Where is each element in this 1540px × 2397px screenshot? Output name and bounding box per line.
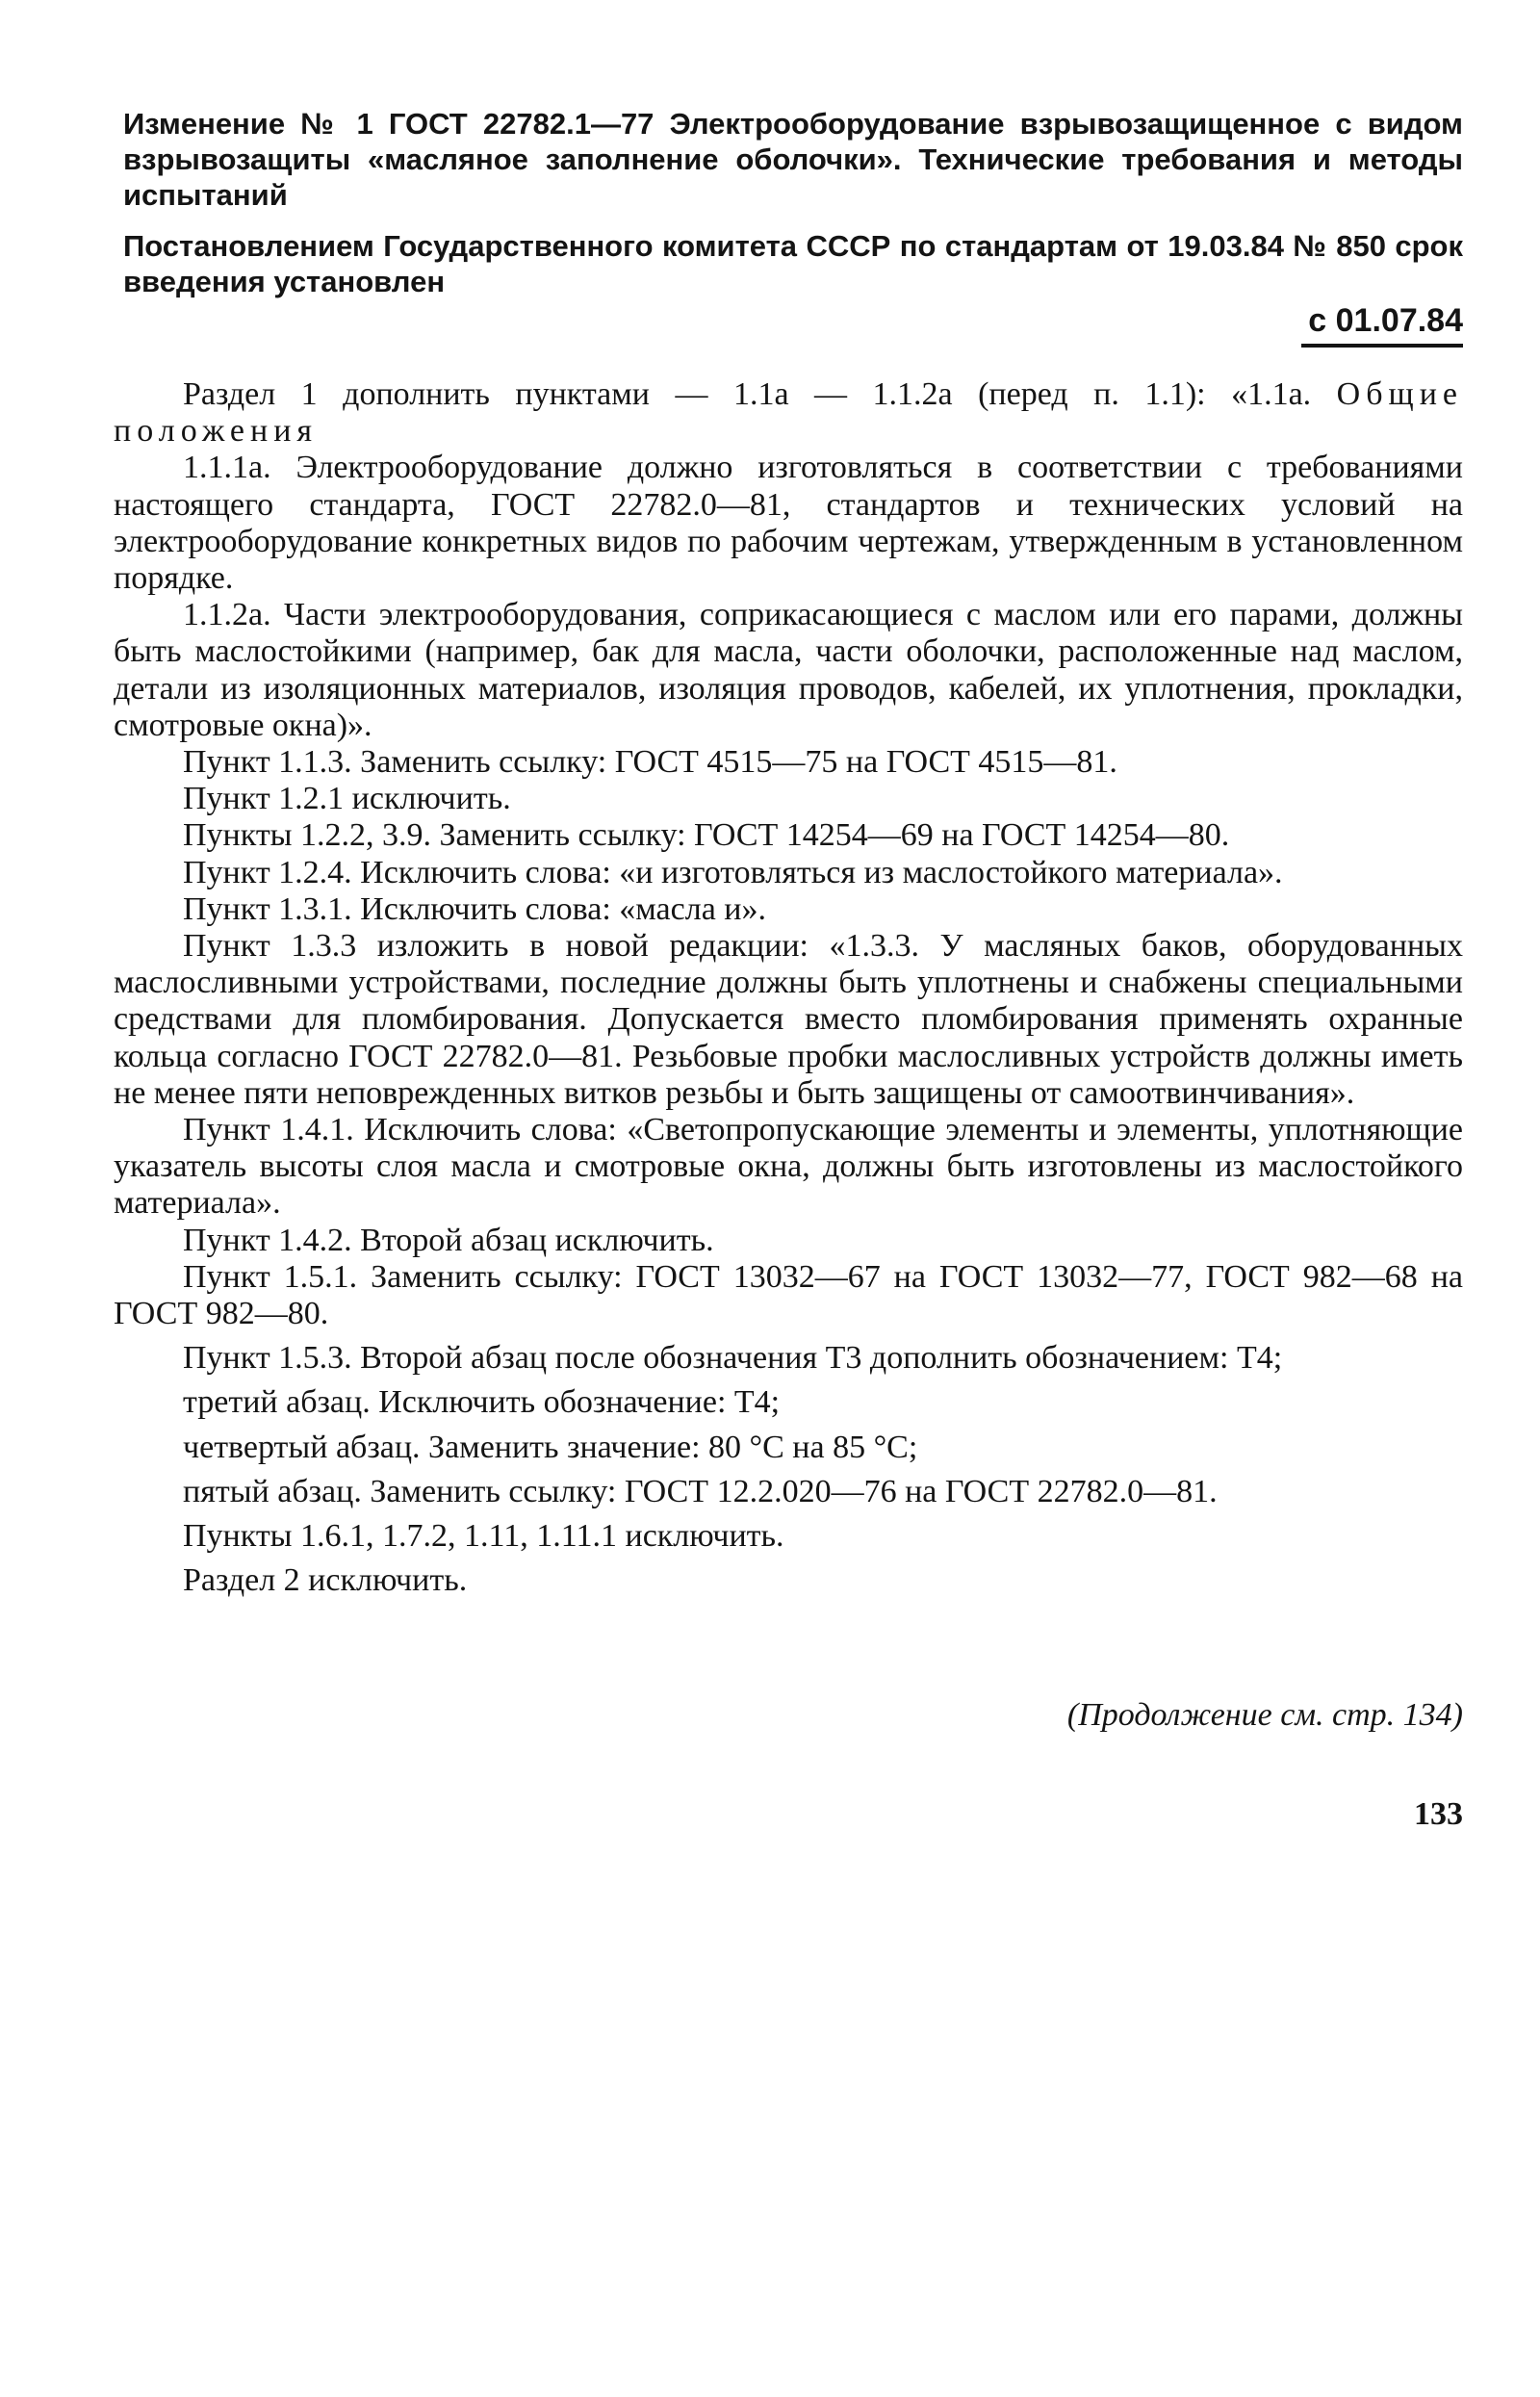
amendment-title: Изменение № 1 ГОСТ 22782.1—77 Электрооборудование взрывозащищенное с видом взрывозащиты «масляное заполнение оболочки». Технические требования и методы испытаний — [123, 107, 1463, 212]
paragraph-section-1 — [114, 376, 1463, 450]
paragraph-section-2: Раздел 2 исключить. — [183, 1562, 468, 1599]
amendment-body — [114, 376, 1463, 1600]
paragraph-1-5-3: Пункт 1.5.3. Второй абзац после обозначения Т3 дополнить обозначением: Т4; — [183, 1340, 1283, 1377]
paragraph-1-4-2: Пункт 1.4.2. Второй абзац исключить. — [183, 1222, 714, 1258]
paragraph-1-2-1: Пункт 1.2.1 исключить. — [183, 781, 511, 817]
decree-statement: Постановлением Государственного комитета СССР по стандартам от 19.03.84 № 850 срок введения установлен — [123, 229, 1463, 298]
paragraph-1-1-2a: 1.1.2а. Части электрооборудования, соприкасающиеся с маслом или его парами, должны быть маслостойкими (например, бак для масла, части оболочки, расположенные над маслом, детали из изоляционных материалов, изоляция проводов, кабелей, их уплотнения, прокладки, смотровые окна)». — [114, 597, 1463, 743]
paragraph-section-1-heading: Общие положения — [114, 376, 1463, 450]
date-underline — [1301, 344, 1463, 348]
paragraph-1-1-3: Пункт 1.1.3. Заменить ссылку: ГОСТ 4515—75 на ГОСТ 4515—81. — [183, 744, 1117, 781]
paragraph-1-3-3: Пункт 1.3.3 изложить в новой редакции: «1.3.3. У масляных баков, оборудованных маслосливными устройствами, последние должны быть уплотнены и снабжены специальными средствами для пломбирования. Допускается вместо пломбирования применять охранные кольца согласно ГОСТ 22782.0—81. Резьбовые пробки маслосливных устройств должны иметь не менее пяти неповрежденных витков резьбы и быть защищены от самоотвинчивания». — [114, 928, 1463, 1111]
paragraph-1-5-1: Пункт 1.5.1. Заменить ссылку: ГОСТ 13032—67 на ГОСТ 13032—77, ГОСТ 982—68 на ГОСТ 982—80. — [114, 1258, 1463, 1332]
effective-date: с 01.07.84 — [1308, 302, 1463, 339]
paragraph-1-2-2: Пункты 1.2.2, 3.9. Заменить ссылку: ГОСТ 14254—69 на ГОСТ 14254—80. — [183, 817, 1230, 854]
paragraph-1-4-1: Пункт 1.4.1. Исключить слова: «Светопропускающие элементы и элементы, уплотняющие указатель высоты слоя масла и смотровые окна, должны быть изготовлены из маслостойкого материала». — [114, 1112, 1463, 1222]
paragraph-fifth-abzac: пятый абзац. Заменить ссылку: ГОСТ 12.2.020—76 на ГОСТ 22782.0—81. — [183, 1473, 1218, 1509]
paragraph-1-6-1: Пункты 1.6.1, 1.7.2, 1.11, 1.11.1 исключить. — [183, 1518, 784, 1555]
paragraph-section-1-lead: Раздел 1 дополнить пунктами — 1.1а — 1.1.2а (перед п. 1.1): «1.1а. — [183, 376, 1337, 412]
paragraph-third-abzac: третий абзац. Исключить обозначение: Т4; — [183, 1384, 781, 1421]
paragraph-1-2-4: Пункт 1.2.4. Исключить слова: «и изготовляться из маслостойкого материала». — [183, 854, 1283, 890]
paragraph-fourth-abzac: четвертый абзац. Заменить значение: 80 °С на 85 °С; — [183, 1429, 918, 1465]
paragraph-1-1-1a: 1.1.1а. Электрооборудование должно изготовляться в соответствии с требованиями настоящего стандарта, ГОСТ 22782.0—81, стандартов и технических условий на электрооборудование конкретных видов по рабочим чертежам, утвержденным в установленном порядке. — [114, 450, 1463, 597]
paragraph-1-3-1: Пункт 1.3.1. Исключить слова: «масла и». — [183, 890, 766, 927]
continuation-note: (Продолжение см. стр. 134) — [1066, 1697, 1463, 1733]
page-number: 133 — [1414, 1796, 1463, 1832]
